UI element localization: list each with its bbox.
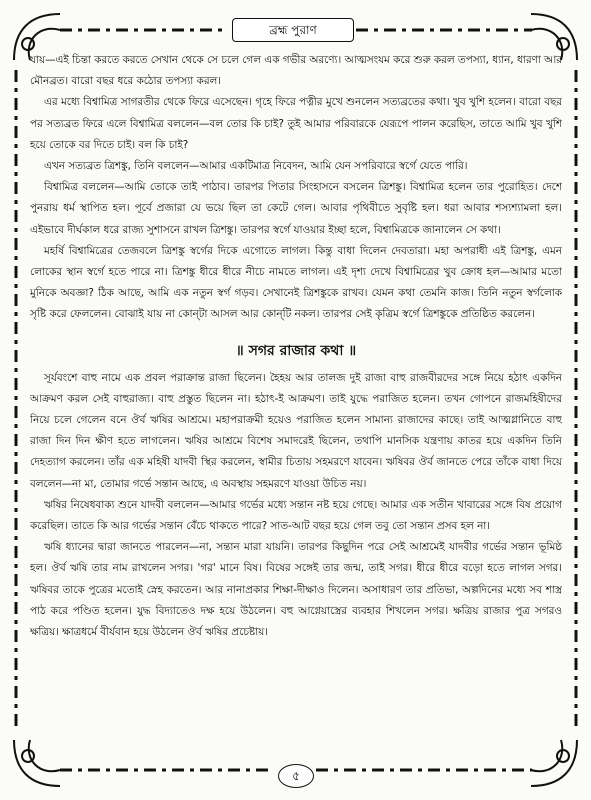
book-title-header: ব্রহ্ম পুরাণ	[232, 18, 354, 42]
page-number: ৫	[278, 764, 314, 788]
section-heading: ॥ সগর রাজার কথা ॥	[235, 342, 357, 359]
paragraph: ঋষি ধ্যানের দ্বারা জানতে পারলেন—না, সন্তান মারা যায়নি। তারপর কিছুদিন পরে সেই আশ্রমেই যাদবীর গর্ভের সন্তান ভূমিষ্ঠ হল। ঔর্ব ঋষি তার নাম রাখলেন সগর। 'গর' মানে বিষ। বিষের সঙ্গেই তার জন্ম, তাই সগর। ধীরে ধীরে বড়ো হতে লাগল সগর। ঋষিবর তাকে পুত্রের মতোই স্নেহ করতেন। আর নানাপ্রকার শিক্ষা-দীক্ষাও দিলেন। অসাধারণ তার প্রতিভা, অল্পদিনের মধ্যে সব শাস্ত্র পাঠ করে পণ্ডিত হলেন। যুদ্ধ বিদ্যাতেও দক্ষ হয়ে উঠলেন। বহু আগ্নেয়াস্ত্রের ব্যবহার শিখলেন সগর। ক্ষত্রিয় রাজার পুত্র সগরও ক্ষত্রিয়। ক্ষাত্রধর্মে বীর্যবান হয়ে উঠলেন ঔর্ব ঋষির প্রচেষ্টায়।	[30, 541, 562, 639]
paragraph: ঋষির নিষেধবাক্য শুনে যাদবী বললেন—আমার গর্ভের মধ্যে সন্তান নষ্ট হয়ে গেছে। আমার এক সতীন খাবারের সঙ্গে বিষ প্রয়োগ করেছিল। তাতে কি আর গর্ভের সন্তান বেঁচে থাকতে পারে? সাত-আট বছর হয়ে গেল তবু তো সন্তান প্রসব হল না।	[30, 498, 562, 533]
paragraph: মহর্ষি বিশ্বামিত্রের তেজবলে ত্রিশঙ্কু স্বর্গের দিকে এগোতে লাগল। কিন্তু বাধা দিলেন দেবতারা। মহা অপরাধী এই ত্রিশঙ্কু, এমন লোকের স্থান স্বর্গে হতে পারে না। ত্রিশঙ্কু ধীরে ধীরে নীচে নামতে লাগল। এই দৃশ্য দেখে বিশ্বামিত্রের খুব ক্রোধ হল—আমার মতো মুনিকে অবজ্ঞা? ঠিক আছে, আমি এক নতুন স্বর্গ গড়ব। সেখানেই ত্রিশঙ্কুকে রাখব। যেমন কথা তেমনি কাজ। তিনি নতুন স্বর্গলোক সৃষ্টি করে ফেললেন। বোঝাই যায় না কোন্‌টা আসল আর কোন্‌টি নকল। তারপর সেই কৃত্রিম স্বর্গে ত্রিশঙ্কুকে প্রতিষ্ঠিত করলেন।	[30, 244, 562, 321]
paragraph: যায়—এই চিন্তা করতে করতে সেখান থেকে সে চলে গেল এক গভীর অরণ্যে। আত্মসংযম করে শুরু করল তপস্যা, ধ্যান, ধারণা আর মৌনব্রত। বারো বছর ধরে কঠোর তপস্যা করল।	[30, 54, 562, 88]
paragraph: বিশ্বামিত্র বললেন—আমি তোকে তাই পাঠাব। তারপর পিতার সিংহাসনে বসলেন ত্রিশঙ্কু। বিশ্বামিত্র হলেন তার পুরোহিত। দেশে পুনরায় ধর্ম স্থাপিত হল। পূর্বে প্রজারা যে ভয়ে ছিল তা কেটে গেল। আবার পৃথিবীতে সুবৃষ্টি হল। ধরা আবার শস্যশ্যামলা হল। এইভাবে দীর্ঘকাল ধরে রাজ্য সুশাসনে রাখল ত্রিশঙ্কু। তারপর স্বর্গে যাওয়ার ইচ্ছা হলে, বিশ্বামিত্রকে জানালেন সে কথা।	[30, 181, 562, 236]
paragraph: সূর্যবংশে বাহু নামে এক প্রবল পরাক্রান্ত রাজা ছিলেন। হৈহয় আর তালজ দুই রাজা বাহু রাজবীরদের সঙ্গে নিয়ে হঠাৎ একদিন আক্রমণ করল সেই বাহুরাজ্য। বাহু প্রস্তুত ছিলেন না। হঠাৎ-ই আক্রমণ। তাই যুদ্ধে পরাজিত হলেন। তখন গোপনে রাজমহিষীদের নিয়ে চলে গেলেন বনে ঔর্ব ঋষির আশ্রমে। মহাপরাক্রমী হয়েও পরাজিত হলেন সামান্য রাজাদের কাছে। তাই আত্মগ্লানিতে বাহু রাজা দিন দিন ক্ষীণ হতে লাগলেন। ঋষির আশ্রমে বিশেষ সমাদরেই ছিলেন, তথাপি মানসিক যন্ত্রণায় কাতর হয়ে একদিন তিনি দেহত্যাগ করলেন। তাঁর এক মহিষী যাদবী স্থির করলেন, স্বামীর চিতায় সহমরণে যাবেন। ঋষিবর ঔর্ব জানতে পেরে তাঁকে বাধা দিয়ে বললেন—না মা, তোমার গর্ভে সন্তান আছে, এ অবস্থায় সহমরণে যাওয়া উচিত নয়।	[30, 371, 562, 490]
paragraph: এখন সত্যব্রত ত্রিশঙ্কু, তিনি বললেন—আমার একটিমাত্র নিবেদন, আমি যেন সপরিবারে স্বর্গে যেতে পারি।	[44, 160, 468, 173]
paragraph: এর মধ্যে বিশ্বামিত্র সাগরতীর থেকে ফিরে এসেছেন। গৃহে ফিরে পত্নীর মুখে শুনলেন সত্যব্রতের কথা। খুব খুশি হলেন। বারো বছর পর সত্যব্রত ফিরে এলে বিশ্বামিত্র বললেন—বল তোর কি চাই? তুই আমার পরিবারকে যেরূপে পালন করেছিস, তাতে আমি খুব খুশি হয়ে তোকে বর দিতে চাই। বল কি চাই?	[30, 96, 562, 151]
text-body	[30, 50, 562, 740]
